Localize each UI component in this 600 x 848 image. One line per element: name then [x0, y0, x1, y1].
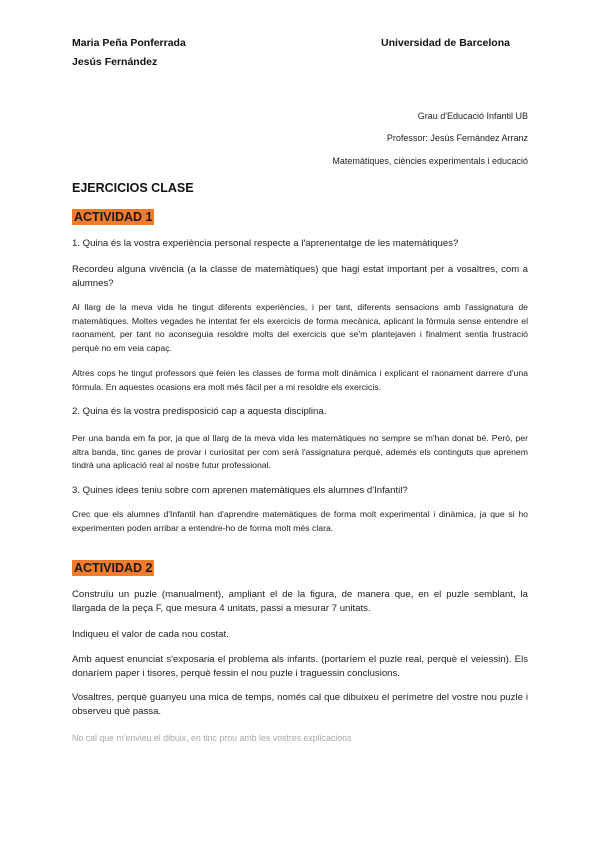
page-title: EJERCICIOS CLASE [72, 181, 194, 195]
professor-line: Professor: Jesús Fernández Arranz [386, 133, 528, 143]
question-1: 1. Quina és la vostra experiència personal respecte a l'aprenentatge de les matemàtiques? [72, 238, 459, 249]
activity-2-heading: ACTIVIDAD 2 [74, 561, 153, 575]
answer-1-paragraph-2: Altres cops he tingut professors que feien les classes de forma molt dinàmica i explicant el raonament darrere d'una fórmula. En aquestes ocasions era molt més fàcil per a mi resoldre els exercicis. [72, 368, 528, 392]
activity-2-heading-wrapper [72, 559, 154, 577]
activity-2-paragraph-1: Construïu un puzle (manualment), ampliant el de la figura, de manera que, en el puzle semblant, la llargada de la peça F, que mesura 4 unitats, passi a mesurar 7 unitats. [72, 589, 528, 615]
author-name-1: Maria Peña Ponferrada [72, 37, 186, 49]
answer-3: Crec que els alumnes d'Infantil han d'aprendre matemàtiques de forma molt experimental i dinàmica, ja que si ho experimenten poden arribar a entendre-ho de forma molt més clara. [72, 509, 528, 533]
university-name: Universidad de Barcelona [381, 37, 510, 49]
author-name-2: Jesús Fernández [72, 56, 158, 68]
activity-1-heading-wrapper [72, 208, 154, 226]
activity-2-paragraph-2: Indiqueu el valor de cada nou costat. [72, 629, 229, 640]
activity-2-note: No cal que m'envieu el dibuix, en tinc prou amb les vostres explicacions [72, 733, 352, 743]
activity-2-paragraph-4: Vosaltres, perquè guanyeu una mica de temps, només cal que dibuixeu el perímetre del vostre nou puzle i observeu què passa. [72, 692, 528, 718]
activity-2-paragraph-3: Amb aquest enunciat s'exposaria el problema als infants. (portaríem el puzle real, perquè el veiessin). Els donaríem paper i tisores, perquè fessin el nou puzle i traguessin conclusions. [72, 654, 528, 680]
degree-line: Grau d'Educació Infantil UB [417, 111, 528, 121]
subject-line: Matemàtiques, ciències experimentals i educació [332, 156, 528, 166]
question-2: 2. Quina és la vostra predisposició cap a aquesta disciplina. [72, 406, 327, 417]
answer-1-paragraph-1: Al llarg de la meva vida he tingut diferents experiències, i per tant, diferents sensacions amb l'assignatura de matemàtiques. Moltes vegades he intentat fer els exercicis de forma mecànica, aplicant la fórmula sense entendre el raonament, per tant no aconseguia resoldre molts del exercicis que se'm plantejaven i finalment sentia frustració perquè no em veia capaç. [72, 302, 528, 353]
question-1-sub: Recordeu alguna vivència (a la classe de matemàtiques) que hagi estat important per a vosaltres, com a alumnes? [72, 264, 528, 290]
question-3: 3. Quines idees teniu sobre com aprenen matemàtiques els alumnes d'Infantil? [72, 485, 408, 496]
activity-1-heading: ACTIVIDAD 1 [74, 210, 153, 224]
answer-2: Per una banda em fa por, ja que al llarg de la meva vida les matemàtiques no sempre se m'han donat bé. Però, per altra banda, tinc ganes de provar i curiositat per com serà l'assignatura perquè, ademés els continguts que aprenem tindrà una aplicació real al nostre futur professional. [72, 433, 528, 471]
